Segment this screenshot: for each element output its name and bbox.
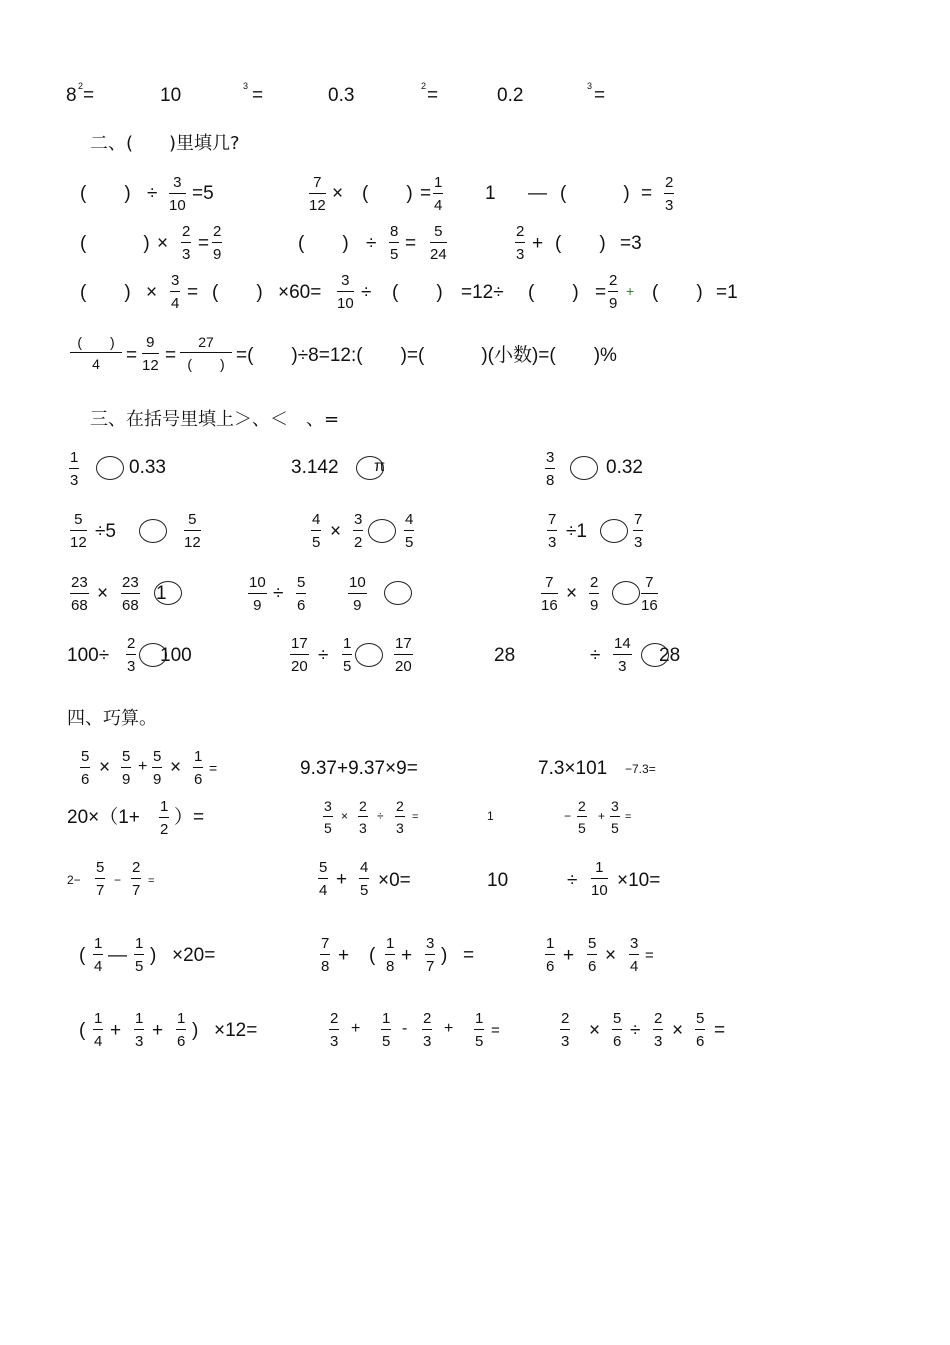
fraction: 5 6 bbox=[81, 748, 90, 788]
fraction: 2 9 bbox=[609, 272, 618, 312]
operator: ÷ bbox=[630, 1020, 641, 1041]
fraction: 23 68 bbox=[122, 574, 139, 614]
blank: ( ) bbox=[80, 183, 131, 204]
operator: ÷5 bbox=[95, 521, 116, 542]
fraction: 1 6 bbox=[194, 748, 203, 788]
power-base-0-3: 0.3 bbox=[328, 85, 355, 106]
fraction: 4 5 bbox=[405, 511, 414, 551]
fraction: 8 5 bbox=[390, 223, 399, 263]
operator: × bbox=[99, 757, 111, 778]
operator: + bbox=[110, 1020, 122, 1041]
blank: ( ) bbox=[392, 282, 443, 303]
fraction: 1 5 bbox=[382, 1010, 391, 1050]
compare-circle[interactable] bbox=[368, 519, 396, 543]
expression: −7.3= bbox=[625, 762, 656, 776]
expression: 7.3×101 bbox=[538, 758, 608, 779]
fraction: 7 16 bbox=[541, 574, 558, 614]
fraction: 2 5 bbox=[578, 798, 586, 836]
paren: ( bbox=[79, 1020, 86, 1041]
fraction: 5 24 bbox=[430, 223, 447, 263]
fraction: 2 3 bbox=[182, 223, 191, 263]
operator: × bbox=[97, 583, 109, 604]
chain-expression: =( )÷8=12:( )=( )(小数)=( )% bbox=[236, 345, 617, 366]
result: =1 bbox=[716, 282, 738, 303]
fraction: 7 3 bbox=[634, 511, 643, 551]
number: 1 bbox=[156, 583, 167, 604]
fraction: 1 3 bbox=[70, 449, 79, 489]
operator: ÷ bbox=[590, 645, 601, 666]
operator: × bbox=[332, 183, 344, 204]
fraction: 1 4 bbox=[94, 1010, 103, 1050]
operator: + bbox=[626, 283, 635, 299]
number: 28 bbox=[494, 645, 516, 666]
fraction: 3 8 bbox=[546, 449, 555, 489]
fraction: 5 7 bbox=[96, 859, 105, 899]
paren: ) bbox=[441, 945, 448, 966]
equals: = bbox=[126, 345, 138, 366]
section-3-heading: 三、在括号里填上＞、＜ 、= bbox=[90, 409, 340, 430]
operator: + bbox=[598, 809, 606, 823]
compare-circle[interactable] bbox=[355, 643, 383, 667]
fraction: 2 7 bbox=[132, 859, 141, 899]
operator: ×60= bbox=[278, 282, 322, 303]
fraction: 1 5 bbox=[475, 1010, 484, 1050]
fraction: 5 9 bbox=[122, 748, 131, 788]
equals: = bbox=[83, 85, 95, 106]
expression: ×12= bbox=[214, 1020, 258, 1041]
equals: = bbox=[714, 1020, 726, 1041]
number: 3.142 bbox=[291, 457, 339, 478]
fraction: 1 3 bbox=[135, 1010, 144, 1050]
fraction: 5 6 bbox=[297, 574, 306, 614]
fraction: 4 5 bbox=[360, 859, 369, 899]
operator: × bbox=[146, 282, 158, 303]
exponent: 2 bbox=[78, 81, 84, 91]
fraction: 5 4 bbox=[319, 859, 328, 899]
number: 10 bbox=[487, 870, 509, 891]
blank: ( ) bbox=[80, 233, 150, 254]
power-base-10: 10 bbox=[160, 85, 182, 106]
equals: = bbox=[463, 945, 475, 966]
compare-circle[interactable] bbox=[612, 581, 640, 605]
equals: = bbox=[198, 233, 210, 254]
blank: ( ) bbox=[555, 233, 606, 254]
equals: = bbox=[187, 282, 199, 303]
fraction: 2 3 bbox=[561, 1010, 570, 1050]
fraction: 7 8 bbox=[321, 935, 330, 975]
section-4-heading: 四、巧算。 bbox=[67, 708, 157, 729]
expression: ×0= bbox=[378, 870, 411, 891]
compare-circle[interactable] bbox=[139, 519, 167, 543]
expression: 9.37+9.37×9= bbox=[300, 758, 418, 779]
blank: ( ) bbox=[298, 233, 349, 254]
fraction: 3 5 bbox=[611, 798, 619, 836]
fraction: 3 4 bbox=[171, 272, 180, 312]
fraction: 2 3 bbox=[127, 635, 136, 675]
power-base-0-2: 0.2 bbox=[497, 85, 524, 106]
compare-circle[interactable] bbox=[600, 519, 628, 543]
equals: = bbox=[625, 811, 632, 823]
compare-circle[interactable] bbox=[96, 456, 124, 480]
equals: = bbox=[641, 183, 653, 204]
compare-circle[interactable] bbox=[384, 581, 412, 605]
expression: ×20= bbox=[172, 945, 216, 966]
blank: ( ) bbox=[652, 282, 703, 303]
blank: ( ) bbox=[80, 282, 131, 303]
fraction: 3 2 bbox=[354, 511, 363, 551]
number: 1 bbox=[485, 183, 496, 204]
fraction: 7 3 bbox=[548, 511, 557, 551]
fraction: 2 3 bbox=[396, 798, 404, 836]
fraction: 3 10 bbox=[337, 272, 354, 312]
compare-circle[interactable] bbox=[570, 456, 598, 480]
paren: ( bbox=[79, 945, 86, 966]
expression: ）= bbox=[174, 807, 205, 828]
fraction: 2 3 bbox=[654, 1010, 663, 1050]
operator: + bbox=[351, 1020, 361, 1037]
fraction: 5 6 bbox=[696, 1010, 705, 1050]
blank: ( ) bbox=[212, 282, 263, 303]
operator: × bbox=[341, 809, 349, 823]
exponent: 3 bbox=[243, 81, 249, 91]
operator: + bbox=[138, 758, 148, 775]
fraction: 1 8 bbox=[386, 935, 395, 975]
operator: − bbox=[114, 873, 122, 887]
power-base-8: 8 bbox=[66, 85, 77, 106]
expression: =12÷ bbox=[461, 282, 504, 303]
expression: 2− bbox=[67, 873, 81, 887]
fraction: 5 12 bbox=[184, 511, 201, 551]
operator: × bbox=[672, 1020, 684, 1041]
fraction: 2 9 bbox=[213, 223, 222, 263]
equals: = bbox=[252, 85, 264, 106]
operator: × bbox=[157, 233, 169, 254]
blank: ( ) bbox=[362, 183, 413, 204]
equals: = bbox=[165, 345, 177, 366]
fraction: 1 6 bbox=[546, 935, 555, 975]
equals: = bbox=[209, 760, 218, 776]
operator: × bbox=[589, 1020, 601, 1041]
exponent: 2 bbox=[421, 81, 427, 91]
operator: - bbox=[402, 1020, 408, 1037]
number: 0.32 bbox=[606, 457, 643, 478]
operator: + bbox=[444, 1020, 454, 1037]
section-2-heading: 二、( )里填几? bbox=[90, 133, 240, 154]
operator: + bbox=[401, 945, 413, 966]
equals: = bbox=[595, 282, 607, 303]
fraction: 17 20 bbox=[395, 635, 412, 675]
operator: ÷ bbox=[361, 282, 372, 303]
fraction: 5 6 bbox=[588, 935, 597, 975]
fraction: 7 16 bbox=[641, 574, 658, 614]
fraction: 14 3 bbox=[614, 635, 631, 675]
fraction: 3 7 bbox=[426, 935, 435, 975]
fraction: ( ) 4 bbox=[70, 335, 122, 371]
fraction: 9 12 bbox=[142, 334, 159, 374]
expression: ×10= bbox=[617, 870, 661, 891]
operator: + bbox=[152, 1020, 164, 1041]
fraction: 5 9 bbox=[153, 748, 162, 788]
fraction: 1 5 bbox=[135, 935, 144, 975]
fraction: 4 5 bbox=[312, 511, 321, 551]
number: 1 bbox=[487, 809, 494, 823]
fraction: 2 9 bbox=[590, 574, 599, 614]
equals: = bbox=[420, 183, 432, 204]
operator: ÷ bbox=[366, 233, 377, 254]
equals: = bbox=[594, 85, 606, 106]
equals: = bbox=[645, 947, 654, 964]
exponent: 3 bbox=[587, 81, 593, 91]
paren: ( bbox=[369, 945, 376, 966]
result: =5 bbox=[192, 183, 214, 204]
fraction: 17 20 bbox=[291, 635, 308, 675]
fraction: 1 6 bbox=[177, 1010, 186, 1050]
fraction: 1 4 bbox=[94, 935, 103, 975]
number: 100 bbox=[160, 645, 192, 666]
equals: = bbox=[491, 1022, 500, 1039]
paren: ) bbox=[150, 945, 157, 966]
fraction: 1 2 bbox=[160, 798, 169, 838]
pi: π bbox=[374, 458, 386, 475]
fraction: 2 3 bbox=[330, 1010, 339, 1050]
fraction: 27 ( ) bbox=[180, 335, 232, 371]
fraction: 1 4 bbox=[434, 174, 443, 214]
fraction: 2 3 bbox=[423, 1010, 432, 1050]
operator: ÷1 bbox=[566, 521, 587, 542]
operator: + bbox=[532, 233, 544, 254]
fraction: 2 3 bbox=[516, 223, 525, 263]
number: 0.33 bbox=[129, 457, 166, 478]
fraction: 1 5 bbox=[343, 635, 352, 675]
fraction: 3 4 bbox=[630, 935, 639, 975]
operator: ÷ bbox=[567, 870, 578, 891]
operator: ÷ bbox=[377, 809, 384, 823]
operator: × bbox=[170, 757, 182, 778]
operator: ÷ bbox=[273, 583, 284, 604]
operator: + bbox=[338, 945, 350, 966]
operator: + bbox=[336, 869, 348, 890]
fraction: 2 3 bbox=[359, 798, 367, 836]
fraction: 23 68 bbox=[71, 574, 88, 614]
equals: = bbox=[427, 85, 439, 106]
operator: × bbox=[330, 521, 342, 542]
equals: = bbox=[412, 811, 419, 823]
blank: ( ) bbox=[560, 183, 630, 204]
operator: × bbox=[566, 583, 578, 604]
operator: ÷ bbox=[318, 645, 329, 666]
operator: — bbox=[108, 945, 127, 966]
equals: = bbox=[148, 875, 155, 887]
result: =3 bbox=[620, 233, 642, 254]
fraction: 5 6 bbox=[613, 1010, 622, 1050]
fraction: 10 9 bbox=[349, 574, 366, 614]
expression: 100÷ bbox=[67, 645, 110, 666]
paren: ) bbox=[192, 1020, 199, 1041]
operator: × bbox=[605, 945, 617, 966]
operator: — bbox=[528, 183, 547, 204]
operator: ÷ bbox=[147, 183, 158, 204]
operator: + bbox=[563, 945, 575, 966]
fraction: 2 3 bbox=[665, 174, 674, 214]
fraction: 3 5 bbox=[324, 798, 332, 836]
number: 28 bbox=[659, 645, 681, 666]
blank: ( ) bbox=[528, 282, 579, 303]
fraction: 5 12 bbox=[70, 511, 87, 551]
fraction: 1 10 bbox=[591, 859, 608, 899]
operator: − bbox=[564, 809, 572, 823]
fraction: 7 12 bbox=[309, 174, 326, 214]
equals: = bbox=[405, 233, 417, 254]
fraction: 3 10 bbox=[169, 174, 186, 214]
fraction: 10 9 bbox=[249, 574, 266, 614]
expression: 20×（1+ bbox=[67, 807, 140, 828]
